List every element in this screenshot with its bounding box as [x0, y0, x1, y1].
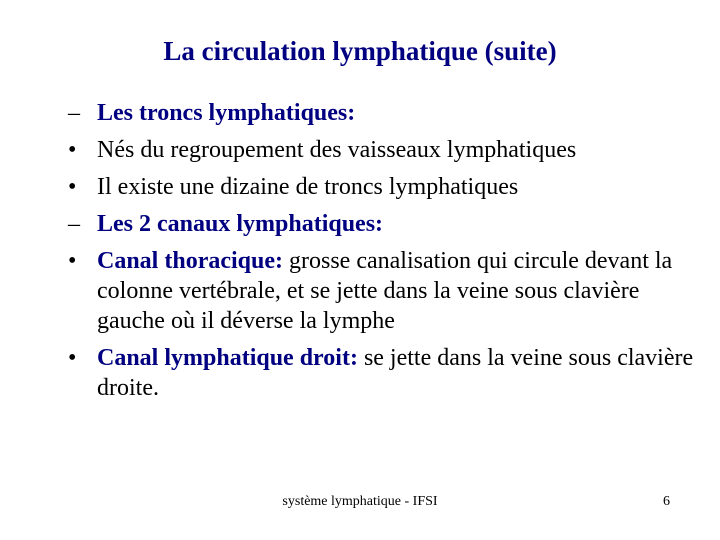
item-text: se jette dans la veine sous clavière droite. — [97, 345, 694, 401]
item-text: grosse canalisation qui circule devant la colonne vertébrale, et se jette dans la veine sous clavière gauche où il déverse la lymphe — [97, 248, 673, 334]
list-item — [68, 172, 698, 202]
dash-marker: – — [68, 211, 80, 237]
term-canal-thoracique: Canal thoracique: — [97, 248, 283, 274]
bullet-marker: • — [68, 174, 77, 200]
bullet-marker: • — [68, 137, 77, 163]
item-text: Nés du regroupement des vaisseaux lymphatiques — [97, 137, 577, 163]
list-item — [68, 209, 698, 239]
term-canal-lymphatique-droit: Canal lymphatique droit: — [97, 345, 358, 371]
item-text: Il existe une dizaine de troncs lymphatiques — [97, 174, 519, 200]
footer-caption: système lymphatique - IFSI — [282, 494, 438, 509]
dash-marker: – — [68, 100, 80, 126]
list-item — [68, 343, 698, 403]
section-heading-troncs: Les troncs lymphatiques: — [97, 100, 356, 126]
list-item — [68, 135, 698, 165]
bullet-list — [68, 98, 698, 410]
slide-title: La circulation lymphatique (suite) — [163, 36, 557, 66]
bullet-marker: • — [68, 248, 77, 274]
page-number: 6 — [663, 494, 670, 509]
list-item — [68, 98, 698, 128]
bullet-marker: • — [68, 345, 77, 371]
list-item — [68, 246, 698, 336]
section-heading-canaux: Les 2 canaux lymphatiques: — [97, 211, 384, 237]
